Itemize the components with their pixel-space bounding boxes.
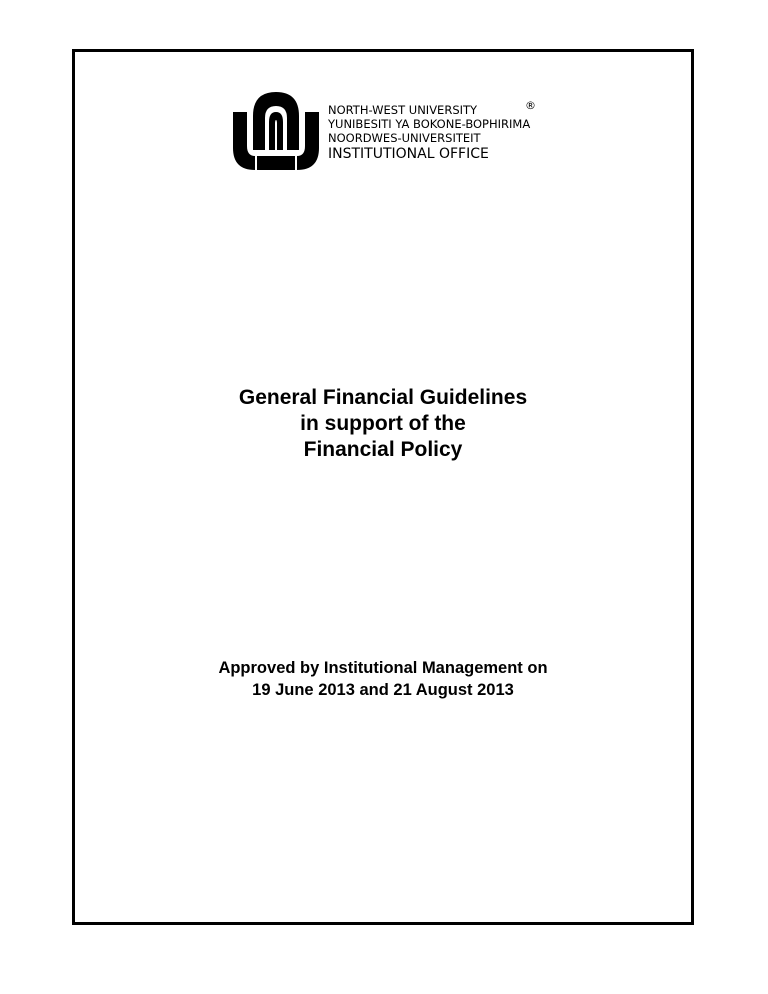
registered-trademark-icon: ® [525,99,536,112]
approval-note [72,657,694,701]
title-line-2: in support of the [300,412,466,435]
nwu-emblem-icon [231,90,321,170]
logo-wordmark [328,103,530,163]
logo-line-english: NORTH-WEST UNIVERSITY [328,103,478,117]
approval-line-1: Approved by Institutional Management on [218,659,548,677]
university-logo [231,90,551,170]
logo-line-setswana: YUNIBESITI YA BOKONE-BOPHIRIMA [328,117,531,131]
logo-line-afrikaans: NOORDWES-UNIVERSITEIT [328,131,481,145]
title-line-1: General Financial Guidelines [238,386,528,409]
title-line-3: Financial Policy [303,438,463,461]
page-border [72,49,694,925]
approval-line-2: 19 June 2013 and 21 August 2013 [252,681,514,699]
document-title [72,385,694,463]
logo-line-office: INSTITUTIONAL OFFICE [328,146,489,162]
